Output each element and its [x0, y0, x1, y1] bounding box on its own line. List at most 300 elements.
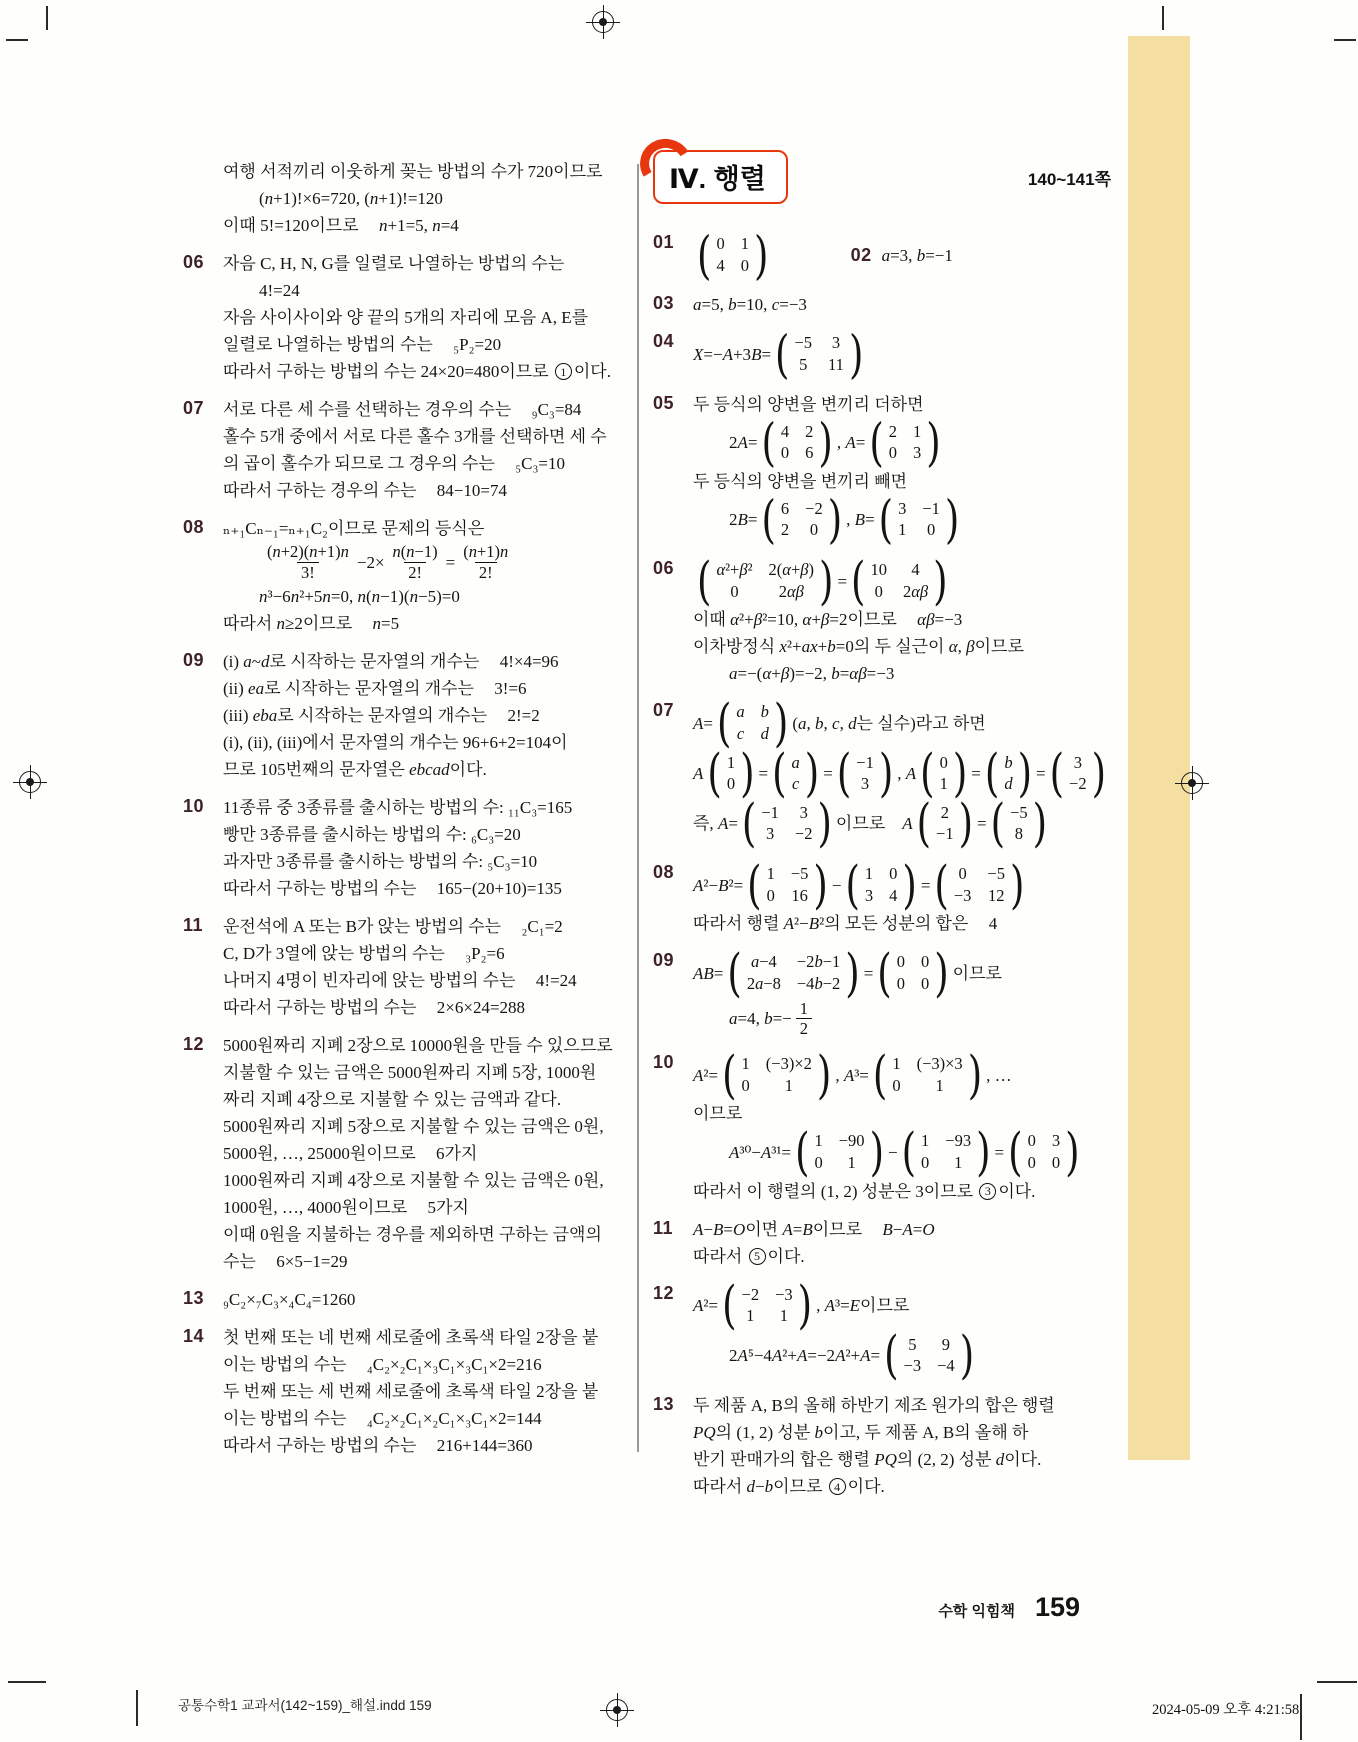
- text: 므로 105번째의 문자열은: [223, 759, 410, 779]
- fraction: $\frac{(n+1)n}{2!}$: [463, 542, 509, 582]
- text: 일렬로 나열하는 방법의 수는: [223, 335, 433, 354]
- solution-line: [693, 943, 1117, 1004]
- solution-line: [223, 1351, 617, 1378]
- spacer: [885, 823, 902, 824]
- solution-line: [223, 821, 617, 848]
- math-expression: X=−A+3B=: [693, 344, 772, 364]
- solution-line: [223, 1221, 617, 1248]
- math-expression: , …: [986, 1065, 1012, 1085]
- matrix: ( 5 9 −3 −4 ): [884, 1326, 975, 1386]
- matrix: ( 0 3 0 0 ): [1008, 1122, 1080, 1183]
- column-divider: [637, 164, 639, 1452]
- problem-number: 11: [653, 1217, 674, 1238]
- text: 이차방정식: [693, 637, 780, 657]
- solution-line: [223, 450, 617, 477]
- problem-number: 01: [653, 232, 675, 252]
- matrix: ( −1 3 3 −2 ): [741, 794, 832, 854]
- solution-line: [693, 468, 1117, 495]
- text: 의 (2, 2) 성분: [896, 1450, 996, 1470]
- spacer: [346, 1418, 366, 1419]
- solution-line: [223, 756, 617, 783]
- solution-line: [693, 1419, 1117, 1446]
- page-number: 159: [1034, 1592, 1080, 1622]
- text: 6가지: [436, 1143, 478, 1163]
- solution-line: [223, 423, 617, 450]
- text: 4!×4=96: [499, 651, 559, 671]
- solution-body: [693, 1276, 1117, 1386]
- problem: [653, 291, 1117, 318]
- text: 이다.: [767, 1246, 805, 1266]
- solution-line: [693, 1473, 1117, 1500]
- spacer: [772, 255, 850, 256]
- math-expression: B−A=O: [882, 1219, 935, 1239]
- matrix: ( 0 −5 −3 12 ): [934, 855, 1025, 915]
- text: 이면: [745, 1219, 783, 1239]
- matrix: ( 3 −2 ): [1049, 743, 1107, 804]
- math-expression: =: [920, 875, 931, 895]
- problem-number: 13: [183, 1287, 205, 1308]
- right-solutions-column: [653, 150, 1117, 1511]
- text: 여행 서적끼리 이웃하게 꽂는 방법의 수가 720이므로: [223, 162, 603, 181]
- text: ₅P₂=20: [453, 335, 502, 354]
- text: 두 번째 또는 세 번째 세로줄에 초록색 타일 2장을 붙: [223, 1381, 599, 1401]
- problem-number: 09: [653, 950, 675, 971]
- math-expression: A−B=O: [693, 1219, 746, 1239]
- text: 따라서 구하는 경우의 수는: [223, 481, 417, 500]
- math-expression: =: [837, 571, 848, 591]
- problem: [653, 391, 1117, 550]
- problem-number: [183, 158, 223, 160]
- text: 이때 5!=120이므로: [223, 216, 359, 235]
- page-edge-band: [1128, 36, 1190, 1460]
- text: 2!=2: [507, 705, 540, 725]
- math-expression: =: [758, 764, 769, 784]
- spacer: [407, 1207, 427, 1208]
- solution-line: [693, 1276, 1117, 1336]
- problem-number: 09: [183, 649, 205, 670]
- text: 5000원짜리 지폐 2장으로 10000원을 만들 수 있으므로: [223, 1035, 613, 1055]
- matrix: ( 6 −2 2 0 ): [761, 490, 843, 550]
- math-expression: , B=: [846, 510, 875, 530]
- matrix: ( −1 3 ): [836, 743, 894, 804]
- math-expression: (a, b, c, d: [792, 713, 857, 733]
- problem-number: 07: [183, 398, 205, 418]
- solution-line: [223, 277, 617, 304]
- math-expression: a=3, b=−1: [881, 245, 953, 265]
- variable: ea: [248, 678, 265, 698]
- solution-line: [223, 515, 617, 542]
- problem-number: 11: [183, 914, 204, 935]
- math-expression: =: [1036, 764, 1046, 784]
- problem: [653, 1045, 1117, 1205]
- spacer: [416, 490, 436, 491]
- math-expression: 2A⁵−4A²+A=−2A²+A=: [729, 1346, 881, 1366]
- fraction: $\frac{(n+2)(n+1)n}{3!}$: [267, 542, 349, 582]
- text: ₄C₂×₂C₁×₃C₁×₃C₁×2=216: [366, 1354, 542, 1374]
- print-datetime-slug: 2024-05-09 오후 4:21:58: [1152, 1702, 1300, 1718]
- problem: [653, 1392, 1117, 1500]
- matrix: ( a−4 −2b−1 2a−8 −4b−2 ): [727, 943, 860, 1004]
- crop-mark: [136, 1690, 138, 1726]
- text: 운전석에 A 또는 B가 앉는 방법의 수는: [223, 916, 502, 936]
- solution-line: [223, 250, 617, 277]
- chapter-badge: Ⅳ. 행렬: [653, 150, 788, 204]
- crop-mark: [8, 1681, 46, 1683]
- solution-body: [693, 324, 1117, 385]
- text: 이고, 두 제품 A, B의 올해 하: [823, 1423, 1029, 1443]
- solution-line: [223, 1113, 617, 1140]
- text: 이다.: [1004, 1450, 1042, 1470]
- math-expression: , A³=E: [816, 1296, 861, 1316]
- crop-mark: [1300, 1694, 1302, 1740]
- solution-line: [223, 940, 617, 967]
- solution-line: [693, 1216, 1117, 1243]
- spacer: [445, 953, 465, 954]
- crop-mark: [1317, 1681, 1357, 1683]
- problem-number: 07: [653, 700, 675, 721]
- matrix: ( −5 8 ): [990, 794, 1048, 854]
- matrix: ( 2 1 0 3 ): [869, 412, 941, 473]
- text: 5가지: [427, 1197, 469, 1217]
- matrix: ( 3 −1 1 0 ): [878, 490, 960, 550]
- matrix: ( 0 1 ): [920, 743, 968, 804]
- solution-body: [223, 250, 617, 385]
- math-expression: α²+β²=10, α+β=2: [730, 610, 848, 630]
- text: 이므로: [860, 1296, 910, 1316]
- problem: [653, 943, 1117, 1039]
- solution-line: [693, 743, 1117, 804]
- text: 5000원짜리 지폐 5장으로 지불할 수 있는 금액은 0원,: [223, 1116, 604, 1136]
- text: 216+144=360: [436, 1435, 533, 1455]
- fraction: $\frac{1}{2}$: [796, 999, 812, 1040]
- matrix: ( b d ): [984, 743, 1032, 804]
- solution-line: [223, 477, 617, 504]
- solution-line: [693, 1243, 1117, 1270]
- math-expression: a=5, b=10, c=−3: [693, 295, 807, 315]
- math-expression: αβ=−3: [917, 610, 963, 630]
- math-expression: PQ: [874, 1450, 897, 1470]
- matrix: ( α²+β² 2(α+β) 0 2αβ ): [697, 551, 834, 611]
- text: 의 (1, 2) 성분: [715, 1423, 815, 1443]
- circled-answer-number: 4: [829, 1478, 846, 1495]
- problem: [653, 1276, 1117, 1386]
- text: 이는 방법의 수는: [223, 1408, 347, 1428]
- solution-line: [223, 967, 617, 994]
- page-range-label: 140~141쪽: [1027, 169, 1111, 189]
- text: C, D가 3열에 앉는 방법의 수는: [223, 943, 445, 963]
- solution-line: [223, 994, 617, 1021]
- solution-line: [693, 391, 1117, 418]
- solution-line: [693, 1326, 1117, 1386]
- text: 이므로: [847, 610, 897, 630]
- variable: d: [995, 1450, 1005, 1470]
- text: 의 곱이 홀수가 되므로 그 경우의 수는: [223, 454, 495, 473]
- problem: [183, 1324, 617, 1459]
- math-expression: α, β: [948, 637, 975, 657]
- crop-mark: [1162, 6, 1164, 30]
- math-expression: A³⁰−A³¹=: [729, 1142, 792, 1162]
- solution-line: [223, 1059, 617, 1086]
- text: 따라서: [693, 1477, 747, 1497]
- variable: b: [814, 1423, 824, 1443]
- solution-body: [693, 551, 1117, 687]
- solution-line: [223, 1324, 617, 1351]
- solution-line: [693, 999, 1117, 1040]
- text: 로 시작하는 문자열의 개수는: [264, 678, 474, 698]
- solution-body: [693, 391, 1117, 550]
- math-expression: AB=: [693, 963, 724, 983]
- problem-number: 06: [183, 252, 205, 272]
- fraction: $\frac{n(n-1)}{2!}$: [392, 542, 438, 582]
- math-expression: =: [994, 1142, 1005, 1162]
- text: 즉,: [693, 814, 718, 834]
- problem-number: 13: [653, 1394, 675, 1415]
- problem-number: 06: [653, 558, 675, 578]
- problem: [183, 158, 617, 239]
- circled-answer-number: 1: [555, 363, 572, 380]
- spacer: [862, 1229, 882, 1230]
- text: 3!=6: [494, 678, 527, 698]
- solution-body: [693, 1045, 1117, 1205]
- math-expression: −2×: [356, 552, 385, 572]
- math-expression: 2B=: [729, 510, 758, 530]
- math-expression: (n+1)!×6=720, (n+1)!=120: [259, 189, 443, 208]
- text: 이다.: [573, 362, 611, 381]
- solution-line: [223, 675, 617, 702]
- solution-body: [223, 794, 617, 902]
- solution-line: [223, 702, 617, 729]
- text: 따라서 구하는 방법의 수는: [223, 878, 417, 898]
- solution-line: [693, 1045, 1117, 1105]
- spacer: [511, 409, 531, 410]
- math-expression: A²−B²: [783, 914, 825, 934]
- math-expression: x²+ax+b=0: [779, 637, 854, 657]
- print-file-slug: 공통수학1 교과서(142~159)_해설.indd 159: [178, 1698, 432, 1713]
- left-solutions-column: [183, 158, 617, 1470]
- text: 따라서 구하는 방법의 수는: [223, 997, 417, 1017]
- spacer: [487, 715, 507, 716]
- text: 1000원, …, 4000원이므로: [223, 1197, 408, 1217]
- spacer: [346, 1364, 366, 1365]
- solution-line: [693, 606, 1117, 633]
- solution-line: [693, 225, 1117, 285]
- solution-body: [223, 396, 617, 504]
- spacer: [416, 1007, 436, 1008]
- text: 자음 C, H, N, G를 일렬로 나열하는 방법의 수는: [223, 254, 565, 273]
- solution-body: [693, 943, 1117, 1039]
- spacer: [352, 623, 372, 624]
- crop-mark: [1334, 39, 1356, 41]
- solution-line: [223, 185, 617, 212]
- problem: [653, 1216, 1117, 1270]
- solution-line: [223, 1378, 617, 1405]
- text: ₃P₂=6: [465, 943, 505, 963]
- math-expression: a=−(α+β)=−2, b=αβ=−3: [729, 664, 895, 684]
- text: 165−(20+10)=135: [436, 878, 562, 898]
- math-expression: A=: [693, 713, 713, 733]
- matrix: ( 1 (−3)×2 0 1 ): [722, 1045, 832, 1105]
- math-expression: =: [863, 963, 874, 983]
- spacer: [897, 619, 917, 620]
- problem-number: 12: [183, 1033, 205, 1054]
- registration-mark-left: [13, 765, 47, 799]
- text: 반기 판매가의 합은 행렬: [693, 1450, 875, 1470]
- text: (ii): [223, 678, 249, 698]
- math-expression: =: [971, 764, 981, 784]
- matrix: ( 1 −5 0 16 ): [747, 855, 828, 915]
- solution-body: [223, 1324, 617, 1459]
- text: ₄C₂×₂C₁×₂C₁×₃C₁×2=144: [366, 1408, 542, 1428]
- problem: [653, 693, 1117, 854]
- solution-body: [223, 158, 617, 239]
- math-expression: d−b: [746, 1477, 774, 1497]
- text: 로 시작하는 문자열의 개수는: [269, 651, 480, 671]
- text: 4!=24: [535, 970, 577, 990]
- solution-body: [693, 291, 1117, 318]
- solution-line: [693, 660, 1117, 687]
- solution-line: [223, 1167, 617, 1194]
- variable: eba: [252, 705, 278, 725]
- spacer: [501, 926, 521, 927]
- problem: [183, 913, 617, 1021]
- solution-line: [693, 291, 1117, 318]
- spacer: [256, 1261, 276, 1262]
- solution-line: [693, 490, 1117, 550]
- text: 빵만 3종류를 출시하는 방법의 수: ₆C₃=20: [223, 824, 521, 844]
- solution-line: [693, 324, 1117, 385]
- solution-line: [223, 212, 617, 239]
- solution-line: [223, 913, 617, 940]
- registration-mark-top: [586, 5, 620, 39]
- text: 이다.: [998, 1181, 1036, 1201]
- problem-number: 04: [653, 331, 675, 352]
- solution-line: [693, 794, 1117, 854]
- matrix: ( a c ): [772, 743, 820, 804]
- text: (i): [223, 651, 244, 671]
- solution-line: [693, 551, 1117, 611]
- solution-line: [223, 396, 617, 423]
- text: 나머지 4명이 빈자리에 앉는 방법의 수는: [223, 970, 516, 990]
- problem: [183, 396, 617, 504]
- math-expression: =: [977, 814, 987, 834]
- matrix: ( −5 3 5 11 ): [775, 324, 864, 385]
- text: 의 두 실근이: [853, 637, 949, 657]
- solution-body: [693, 225, 1117, 285]
- text: 84−10=74: [436, 481, 507, 500]
- matrix: ( 1 −93 0 1 ): [901, 1122, 991, 1183]
- solution-body: [693, 855, 1117, 937]
- math-expression: , A: [897, 764, 917, 784]
- math-expression: , A³=: [835, 1065, 869, 1085]
- spacer: [495, 463, 515, 464]
- spacer: [416, 1445, 436, 1446]
- matrix: ( 10 4 0 2αβ ): [851, 551, 948, 611]
- solution-line: [223, 1248, 617, 1275]
- text: 는 실수)라고 하면: [856, 713, 986, 733]
- text: 로 시작하는 문자열의 개수는: [277, 705, 488, 725]
- solution-line: [693, 1122, 1117, 1183]
- solution-body: [693, 1392, 1117, 1500]
- text: 4!=24: [259, 281, 300, 300]
- text: 첫 번째 또는 네 번째 세로줄에 초록색 타일 2장을 붙: [223, 1327, 599, 1347]
- variable: ebcad: [409, 759, 450, 779]
- math-expression: −: [831, 875, 842, 895]
- text: 이므로: [835, 814, 886, 834]
- spacer: [968, 923, 988, 924]
- problem: [653, 855, 1117, 937]
- math-expression: =: [445, 552, 456, 572]
- solution-line: [223, 1405, 617, 1432]
- solution-line: [693, 693, 1117, 754]
- text: 2×6×24=288: [436, 997, 526, 1017]
- math-expression: n≥2: [276, 613, 303, 633]
- circled-answer-number: 5: [749, 1248, 766, 1265]
- solution-line: [223, 794, 617, 821]
- spacer: [516, 980, 536, 981]
- solution-line: [223, 1194, 617, 1221]
- text: 홀수 5개 중에서 서로 다른 홀수 3개를 선택하면 세 수: [223, 427, 607, 446]
- math-expression: PQ: [693, 1423, 716, 1443]
- page-footer: [900, 1592, 1080, 1623]
- solution-line: [223, 1432, 617, 1459]
- text: 이므로: [693, 1104, 743, 1124]
- problem-number: 03: [653, 293, 675, 314]
- text: ₅C₃=10: [515, 454, 566, 473]
- registration-mark-right: [1175, 766, 1209, 800]
- problem-number: 12: [653, 1282, 675, 1303]
- problem-number: 08: [183, 517, 205, 537]
- right-problems: [653, 225, 1117, 1500]
- text: 이므로: [302, 613, 353, 633]
- solution-body: [223, 648, 617, 783]
- solution-line: [223, 542, 617, 583]
- text: 이므로: [952, 963, 1002, 983]
- text: 이므로: [773, 1477, 827, 1497]
- text: 서로 다른 세 수를 선택하는 경우의 수는: [223, 400, 512, 419]
- text: (i), (ii), (iii)에서 문자열의 개수는 96+6+2=104이: [223, 732, 568, 752]
- text: 따라서: [693, 1246, 747, 1266]
- text: 이다.: [449, 759, 487, 779]
- solution-line: [223, 729, 617, 756]
- math-expression: A: [902, 814, 913, 834]
- text: ₂C₁=2: [521, 916, 563, 936]
- spacer: [479, 661, 499, 662]
- math-expression: n=5: [372, 613, 400, 633]
- math-expression: A=B: [782, 1219, 813, 1239]
- text: 짜리 지폐 4장으로 지불할 수 있는 금액과 같다.: [223, 1089, 562, 1109]
- math-expression: n³−6n²+5n=0, n(n−1)(n−5)=0: [259, 586, 460, 606]
- matrix: ( 1 (−3)×3 0 1 ): [872, 1045, 983, 1105]
- problem-number: 10: [653, 1052, 675, 1073]
- math-expression: A=: [717, 814, 738, 834]
- solution-line: [223, 1286, 617, 1313]
- text: 두 등식의 양변을 변끼리 빼면: [693, 471, 908, 491]
- problem-number: 14: [183, 1325, 205, 1346]
- solution-line: [223, 1086, 617, 1113]
- text: 따라서 구하는 방법의 수는: [223, 1435, 417, 1455]
- text: 따라서 구하는 방법의 수는 24×20=480이므로: [223, 362, 553, 381]
- text: 6×5−1=29: [276, 1251, 348, 1271]
- matrix: ( 4 2 0 6 ): [761, 412, 833, 473]
- text: 과자만 3종류를 출시하는 방법의 수: ₅C₃=10: [223, 851, 538, 871]
- crop-mark: [6, 39, 28, 41]
- registration-mark-bottom: [600, 1693, 634, 1727]
- text: 이므로: [812, 1219, 863, 1239]
- text: 수는: [223, 1251, 256, 1271]
- solution-line: [223, 875, 617, 902]
- text: 지불할 수 있는 금액은 5000원짜리 지폐 5장, 1000원: [223, 1062, 597, 1082]
- chapter-header: [653, 150, 1117, 204]
